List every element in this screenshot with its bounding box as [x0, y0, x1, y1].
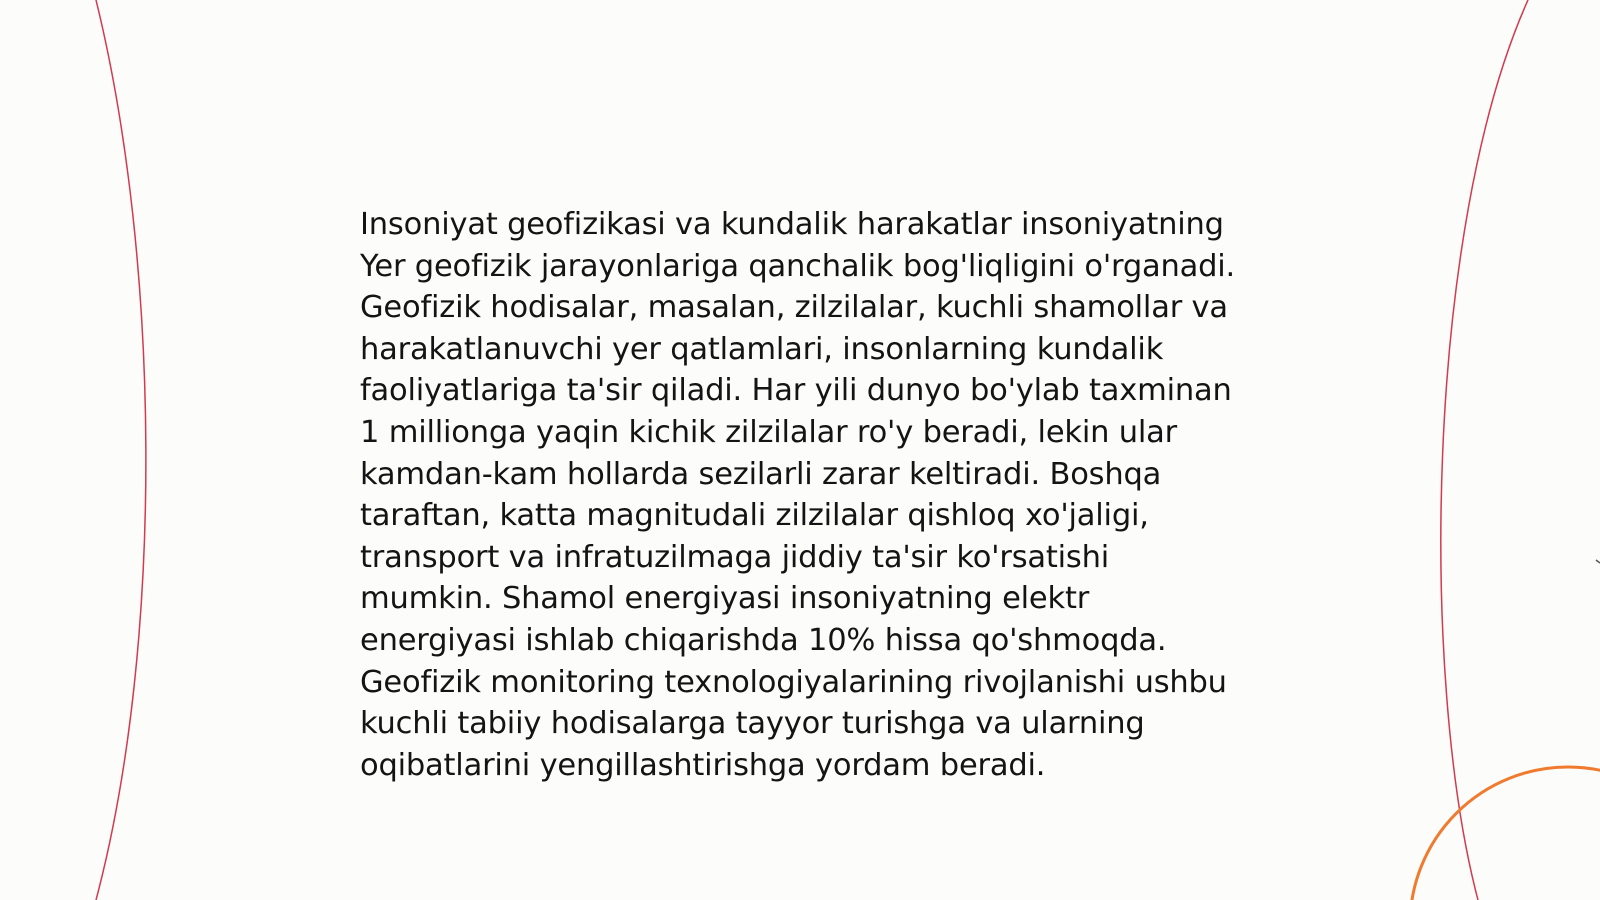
left-red-arc — [96, 0, 146, 900]
slide-paragraph: Insoniyat geofizikasi va kundalik harakatlar insoniyatning Yer geofizik jarayonlariga qanchalik bog'liqligini o'rganadi. Geofizik hodisalar, masalan, zilzilalar, kuchli shamollar va harakatlanuvchi yer qatlamlari, insonlarning kundalik faoliyatlariga ta'sir qiladi. Har yili dunyo bo'ylab taxminan 1 millionga yaqin kichik zilzilalar ro'y beradi, lekin ular kamdan-kam hollarda sezilarli zarar keltiradi. Boshqa taraftan, katta magnitudali zilzilalar qishloq xo'jaligi, transport va infratuzilmaga jiddiy ta'sir ko'rsatishi mumkin. Shamol energiyasi insoniyatning elektr energiyasi ishlab chiqarishda 10% hissa qo'shmoqda. Geofizik monitoring texnologiyalarining rivojlanishi ushbu kuchli tabiiy hodisalarga tayyor turishga va ularning oqibatlarini yengillashtirishga yordam beradi. — [360, 207, 1236, 783]
right-red-arc — [1441, 0, 1528, 900]
orange-circle-arc — [1410, 767, 1600, 900]
small-edge-mark — [1596, 560, 1600, 563]
